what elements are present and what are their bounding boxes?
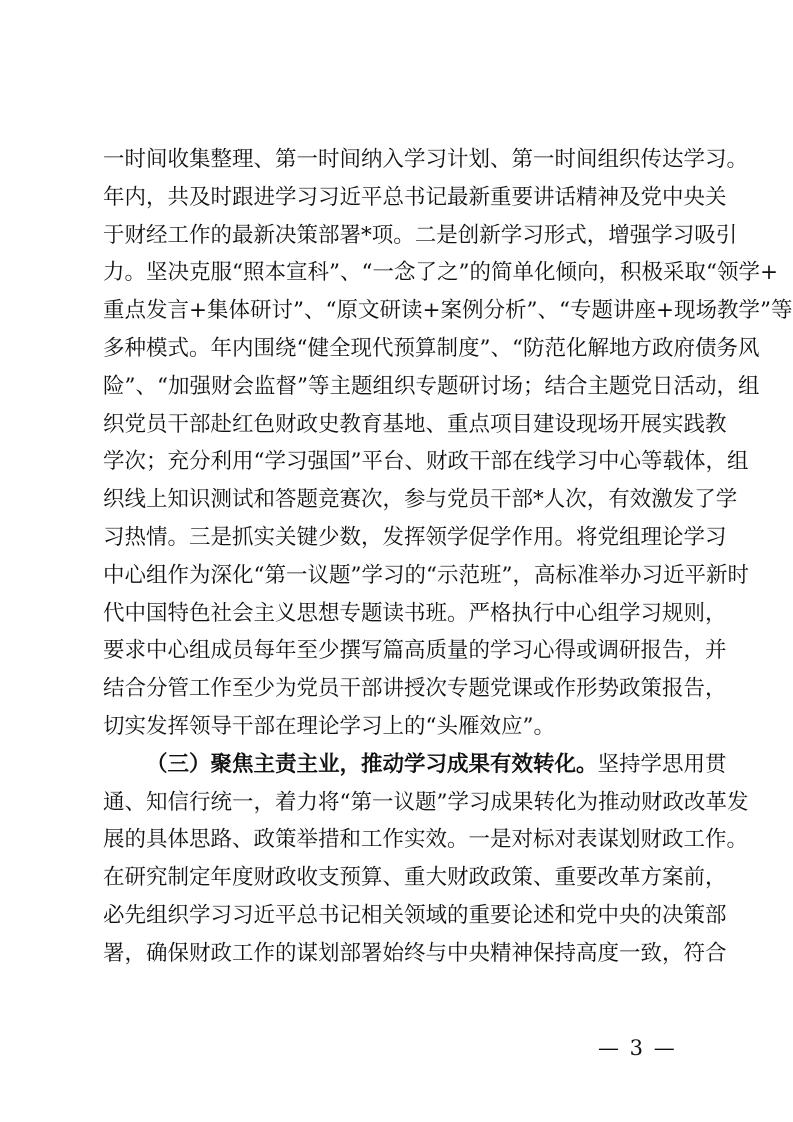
text-line: 中心组作为深化“第一议题”学习的“示范班”，高标准举办习近平新时 [103, 562, 749, 588]
document-body [103, 141, 793, 973]
text-line: 力。坚决克服“照本宣科”、“一念了之”的简单化倾向，积极采取“领学+ [103, 260, 778, 286]
text-line: 习热情。三是抓实关键少数，发挥领学促学作用。将党组理论学习 [103, 524, 727, 550]
section-heading: （三）聚焦主责主业，推动学习成果有效转化。 [146, 751, 598, 777]
text-line: 结合分管工作至少为党员干部讲授次专题党课或作形势政策报告， [103, 676, 727, 702]
section-heading-line [103, 746, 727, 784]
paragraph-1 [103, 141, 793, 746]
text-line: 切实发挥领导干部在理论学习上的“头雁效应”。 [103, 713, 555, 739]
text-line: 于财经工作的最新决策部署*项。二是创新学习形式，增强学习吸引 [103, 222, 738, 248]
text-line: 织线上知识测试和答题竞赛次，参与党员干部*人次，有效激发了学 [103, 487, 738, 513]
text-line: 学次；充分利用“学习强国”平台、财政干部在线学习中心等载体，组 [103, 449, 749, 475]
heading-line-rest: 坚持学思用贯 [597, 751, 727, 777]
text-line: 重点发言+集体研讨”、“原文研读+案例分析”、“专题讲座+现场教学”等 [103, 298, 793, 324]
text-line: 一时间收集整理、第一时间纳入学习计划、第一时间组织传达学习。 [103, 147, 749, 172]
page-number: — 3 — [598, 1036, 677, 1060]
text-line: 险”、“加强财会监督”等主题组织专题研讨场；结合主题党日活动，组 [103, 373, 760, 399]
text-line: 必先组织学习习近平总书记相关领域的重要论述和党中央的决策部 [103, 902, 727, 928]
text-line: 要求中心组成员每年至少撰写篇高质量的学习心得或调研报告，并 [103, 638, 727, 664]
text-line: 展的具体思路、政策举措和工作实效。一是对标对表谋划财政工作。 [103, 827, 749, 853]
text-line: 织党员干部赴红色财政史教育基地、重点项目建设现场开展实践教 [103, 411, 727, 437]
text-line: 代中国特色社会主义思想专题读书班。严格执行中心组学习规则， [103, 600, 727, 626]
text-line: 在研究制定年度财政收支预算、重大财政政策、重要改革方案前， [103, 865, 727, 891]
text-line: 通、知信行统一，着力将“第一议题”学习成果转化为推动财政改革发 [103, 789, 749, 815]
text-line: 署，确保财政工作的谋划部署始终与中央精神保持高度一致，符合 [103, 940, 727, 966]
text-line: 年内，共及时跟进学习习近平总书记最新重要讲话精神及党中央关 [103, 184, 727, 210]
paragraph-2 [103, 746, 749, 973]
text-line: 多种模式。年内围绕“健全现代预算制度”、“防范化解地方政府债务风 [103, 335, 760, 361]
